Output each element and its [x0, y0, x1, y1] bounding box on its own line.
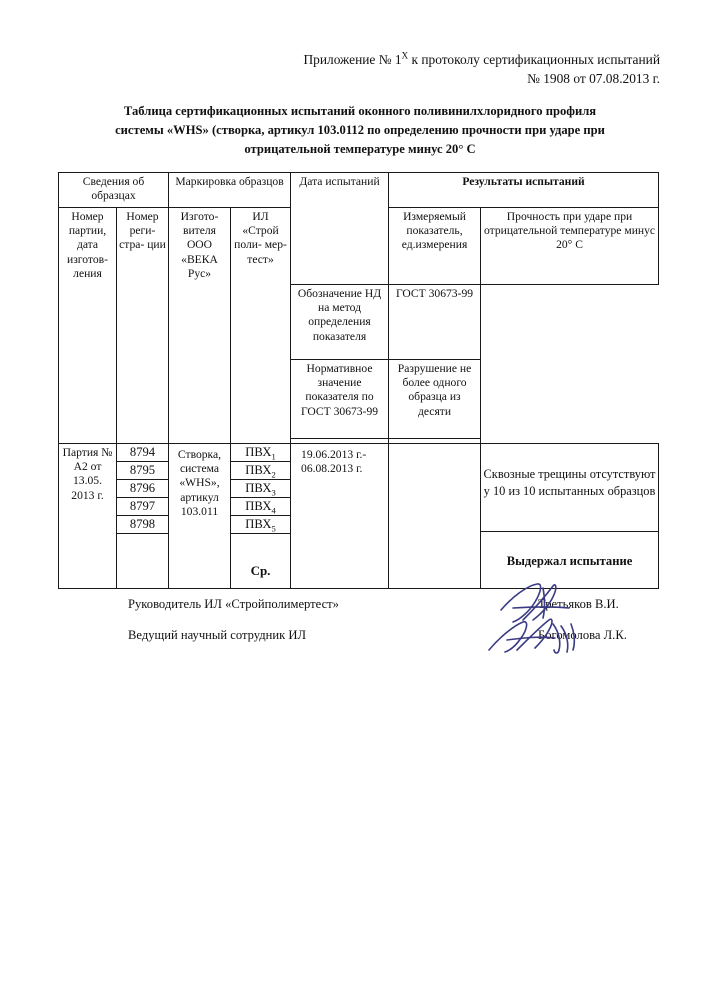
cell-manufacturer-marking: Створка, система «WHS», артикул 103.011 [169, 444, 231, 589]
lab-marking-subscript: 4 [271, 505, 276, 516]
lab-marking-text: ПВХ [245, 445, 272, 459]
title-line-3: отрицательной температуре минус 20° С [244, 142, 476, 156]
header-test-date: Дата испытаний [291, 173, 389, 285]
signature-name: Богомолова Л.К. [538, 628, 627, 642]
lab-marking-text: ПВХ [245, 517, 272, 531]
lab-marking-subscript: 1 [271, 451, 276, 462]
lab-marking-subscript: 2 [271, 469, 276, 480]
header-line-protocol-number: № 1908 от 07.08.2013 г. [527, 71, 660, 86]
result-param-name-2: Нормативное значение показателя по ГОСТ 30673-99 [291, 360, 389, 439]
title-line-2: системы «WHS» (створка, артикул 103.0112 по определению прочности при ударе при [115, 123, 605, 137]
header-results: Результаты испытаний [389, 173, 659, 208]
document-header [0, 50, 660, 88]
cell-result [481, 444, 659, 589]
registration-number-item: 8797 [117, 498, 168, 516]
page-title [70, 102, 650, 159]
table-row [59, 444, 659, 589]
header-line-appendix [0, 50, 660, 69]
average-label: Ср. [250, 563, 271, 578]
signature-row [128, 627, 648, 658]
signature-role: Руководитель ИЛ «Стройполимертест» [128, 597, 339, 611]
result-text: Сквозные трещины отсутствуют у 10 из 10 испытанных образцов [481, 444, 658, 532]
lab-marking-item [231, 480, 290, 498]
subheader-lab: ИЛ «Строй поли- мер- тест» [231, 208, 291, 444]
cell-registration-numbers [117, 444, 169, 589]
signature-row [128, 596, 648, 627]
header-superscript-x: X [401, 50, 409, 61]
registration-number-item: 8796 [117, 480, 168, 498]
lab-marking-subscript: 5 [271, 523, 276, 534]
lab-marking-subscript: 3 [271, 487, 276, 498]
conclusion-text: Выдержал испытание [506, 554, 633, 568]
lab-marking-item [231, 462, 290, 480]
signature-block [128, 596, 648, 658]
lab-marking-text: ПВХ [245, 481, 272, 495]
result-param-name-0: Измеряемый показатель, ед.измерения [389, 208, 481, 285]
cell-batch-text: Партия № А2 от 13.05. 2013 г. [62, 446, 113, 502]
cell-test-date: 19.06.2013 г.- 06.08.2013 г. [291, 444, 389, 589]
subheader-batch-number: Номер партии, дата изготов- ления [59, 208, 117, 444]
registration-number-item: 8794 [117, 444, 168, 462]
certification-test-table [58, 172, 658, 578]
cell-empty-measure [389, 444, 481, 589]
registration-number-item: 8795 [117, 462, 168, 480]
registration-number-item: 8798 [117, 516, 168, 534]
title-line-1: Таблица сертификационных испытаний оконного поливинилхлоридного профиля [123, 104, 597, 118]
lab-marking-item [231, 444, 290, 462]
result-param-name-1: Обозначение НД на метод определения показателя [291, 285, 389, 360]
lab-marking-text: ПВХ [245, 463, 272, 477]
header-appendix-text: Приложение № 1 [303, 52, 402, 67]
header-appendix-rest: к протоколу сертификационных испытаний [408, 52, 660, 67]
signature-role: Ведущий научный сотрудник ИЛ [128, 628, 307, 642]
lab-marking-text: ПВХ [245, 499, 272, 513]
table-group-header-row [59, 173, 659, 208]
lab-marking-item [231, 516, 290, 534]
header-sample-info: Сведения об образцах [59, 173, 169, 208]
result-param-value-1: ГОСТ 30673-99 [389, 285, 481, 360]
subheader-manufacturer: Изгото- вителя ООО «ВЕКА Рус» [169, 208, 231, 444]
result-param-value-2: Разрушение не более одного образца из десяти [389, 360, 481, 439]
signature-name: Третьяков В.И. [538, 597, 619, 611]
cell-lab-markings [231, 444, 291, 589]
subheader-registration-number: Номер реги- стра- ции [117, 208, 169, 444]
result-param-value-0: Прочность при ударе при отрицательной температуре минус 20° С [481, 208, 659, 285]
cell-batch [59, 444, 117, 589]
header-marking: Маркировка образцов [169, 173, 291, 208]
lab-marking-item [231, 498, 290, 516]
